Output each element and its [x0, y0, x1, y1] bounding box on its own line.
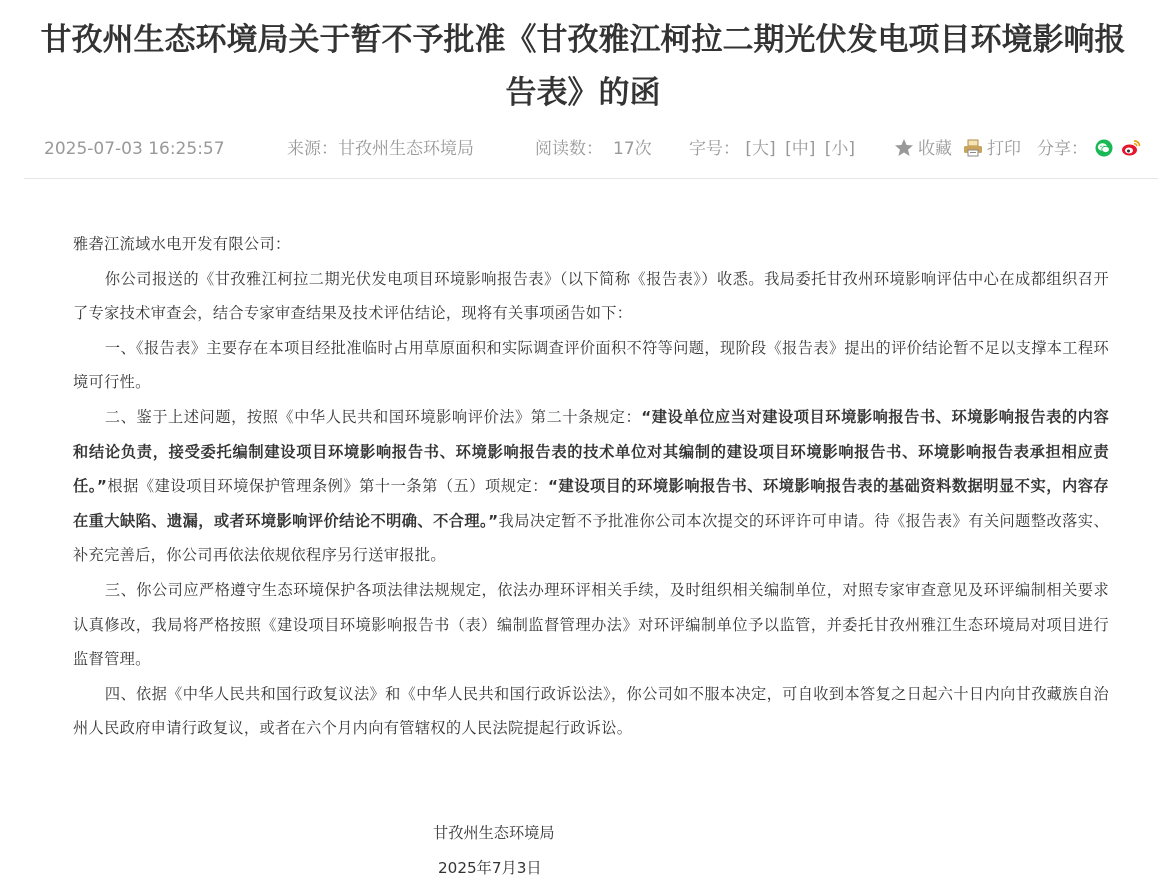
font-size-label: 字号：	[689, 139, 740, 159]
printer-icon	[963, 138, 983, 158]
p3-quote-2: “建设项目的环境影响报告书、环境影响报告表的基础资料数据明显不实，内容存在重大缺陷、遗漏，或者环境影响评价结论不明确、不合理。”	[73, 477, 1109, 530]
p3-lead: 二、鉴于上述问题，按照《中华人民共和国环境影响评价法》第二十条规定：	[104, 407, 642, 426]
p3-quote-1: “建设单位应当对建设项目环境影响报告书、环境影响报告表的内容和结论负责，接受委托编制建设项目环境影响报告书、环境影响报告表的技术单位对其编制的建设项目环境影响报告书、环境影响报告表承担相应责任。”	[73, 407, 1109, 496]
article-source: 来源：甘孜州生态环境局	[287, 139, 474, 159]
publish-datetime: 2025-07-03 16:25:57	[44, 139, 225, 159]
header-divider	[24, 178, 1158, 179]
p3-tail: 我局决定暂不予批准你公司本次提交的环评许可申请。待《报告表》有关问题整改落实、补充完善后，你公司再依法依规依程序另行送审报批。	[73, 511, 1109, 565]
read-count-label: 阅读数：	[535, 139, 603, 159]
read-count	[535, 135, 652, 163]
letter-signature: 甘孜州生态环境局	[433, 824, 555, 842]
print-button[interactable]	[963, 135, 1021, 163]
font-size-large-button[interactable]: [大]	[745, 139, 776, 159]
star-icon	[894, 138, 914, 158]
p3-mid: 根据《建设项目环境保护管理条例》第十一条第（五）项规定：	[107, 477, 548, 496]
letter-salutation: 雅砻江流域水电开发有限公司：	[73, 235, 291, 253]
letter-paragraph-5: 四、依据《中华人民共和国行政复议法》和《中华人民共和国行政诉讼法》，你公司如不服本决定，可自收到本答复之日起六十日内向甘孜藏族自治州人民政府申请行政复议，或者在六个月内向有管辖权的人民法院提起行政诉讼。	[73, 684, 1109, 738]
favorite-button[interactable]	[894, 135, 952, 163]
letter-paragraph-4: 三、你公司应严格遵守生态环境保护各项法律法规规定，依法办理环评相关手续，及时组织相关编制单位，对照专家审查意见及环评编制相关要求认真修改，我局将严格按照《建设项目环境影响报告书（表）编制监督管理办法》对环评编制单位予以监管，并委托甘孜州雅江生态环境局对项目进行监督管理。	[73, 580, 1109, 669]
share-label: 分享：	[1037, 139, 1088, 159]
wechat-icon[interactable]	[1095, 139, 1113, 157]
letter-paragraph-3	[73, 400, 1109, 573]
font-size-medium-button[interactable]: [中]	[785, 139, 816, 159]
weibo-icon[interactable]	[1121, 139, 1141, 157]
font-size-small-button[interactable]: [小]	[824, 139, 856, 159]
letter-paragraph-1: 你公司报送的《甘孜雅江柯拉二期光伏发电项目环境影响报告表》（以下简称《报告表》）收悉。我局委托甘孜州环境影响评估中心在成都组织召开了专家技术审查会，结合专家审查结果及技术评估结论，现将有关事项函告如下：	[73, 269, 1109, 323]
article-title	[30, 14, 1136, 120]
share-controls	[1037, 135, 1141, 163]
favorite-label: 收藏	[918, 139, 952, 159]
letter-paragraph-2: 一、《报告表》主要存在本项目经批准临时占用草原面积和实际调查评价面积不符等问题，现阶段《报告表》提出的评价结论暂不足以支撑本工程环境可行性。	[73, 338, 1109, 392]
article-meta-bar	[0, 135, 1166, 163]
read-count-value: 17次	[613, 139, 652, 159]
letter-body	[73, 227, 1109, 746]
letter-date: 2025年7月3日	[438, 859, 542, 877]
font-size-controls	[689, 135, 855, 163]
article-title-line-1: 甘孜州生态环境局关于暂不予批准《甘孜雅江柯拉二期光伏发电项目环境影响报	[40, 22, 1126, 58]
article-title-line-2: 告表》的函	[505, 75, 661, 111]
print-label: 打印	[987, 139, 1021, 159]
